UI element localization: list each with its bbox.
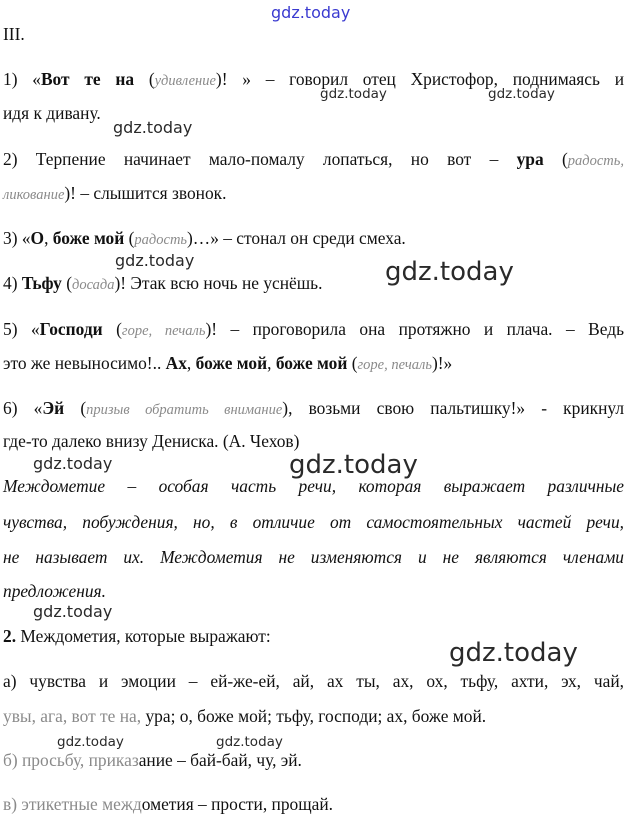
watermark-top: gdz.today [271,3,351,22]
list-c: в) этикетные междометия – прости, прощай. [3,794,334,814]
item-1-line-1: 1) «Вот те на (удивление)! » – говорил отец Христофор, поднимаясь и [3,69,625,89]
watermark: gdz.today [449,638,578,668]
watermark: gdz.today [113,118,193,137]
watermark: gdz.today [289,450,418,480]
item-6-line-2: где-то далеко внизу Дениска. (А. Чехов) [3,431,300,451]
item-6-line-1: 6) «Эй (призыв обратить внимание), возьми свою пальтишку!» - крикнул [3,398,624,418]
definition-line-1: Междометие – особая часть речи, которая выражает различные [3,476,624,496]
item-5-line-1: 5) «Господи (горе, печаль)! – проговорила она протяжно и плача. – Ведь [3,319,625,339]
item-5-line-2: это же невыносимо!.. Ах, боже мой, боже мой (горе, печаль)!» [3,353,453,373]
watermark: gdz.today [216,734,283,750]
definition-line-4: предложения. [3,581,106,601]
item-2-line-1: 2) Терпение начинает мало-помалу лопаться, но вот – ура (радость, [3,149,624,169]
list-a-line-2: увы, ага, вот те на, ура; о, боже мой; тьфу, господи; ах, боже мой. [3,706,487,726]
watermark: gdz.today [33,602,113,621]
item-3: 3) «О, боже мой (радость)…» – стонал он среди смеха. [3,228,406,248]
list-a-line-1: а) чувства и эмоции – ей-же-ей, ай, ах ты, ах, ох, тьфу, ахти, эх, чай, [3,671,624,691]
watermark: gdz.today [320,86,387,102]
section-2-heading: 2. Междометия, которые выражают: [3,626,271,646]
watermark: gdz.today [385,257,514,287]
section-heading: III. [3,24,25,44]
definition-line-2: чувства, побуждения, но, в отличие от самостоятельных частей речи, [3,512,624,532]
item-2-line-2: ликование)! – слышится звонок. [3,183,227,203]
list-b: б) просьбу, приказание – бай-бай, чу, эй. [3,750,302,770]
watermark: gdz.today [488,86,555,102]
item-1-line-2: идя к дивану. [3,103,101,123]
watermark: gdz.today [33,454,113,473]
item-4: 4) Тьфу (досада)! Этак всю ночь не уснёшь. [3,273,323,293]
watermark: gdz.today [115,251,195,270]
definition-line-3: не называет их. Междометия не изменяются и не являются членами [3,547,624,567]
watermark: gdz.today [57,734,124,750]
